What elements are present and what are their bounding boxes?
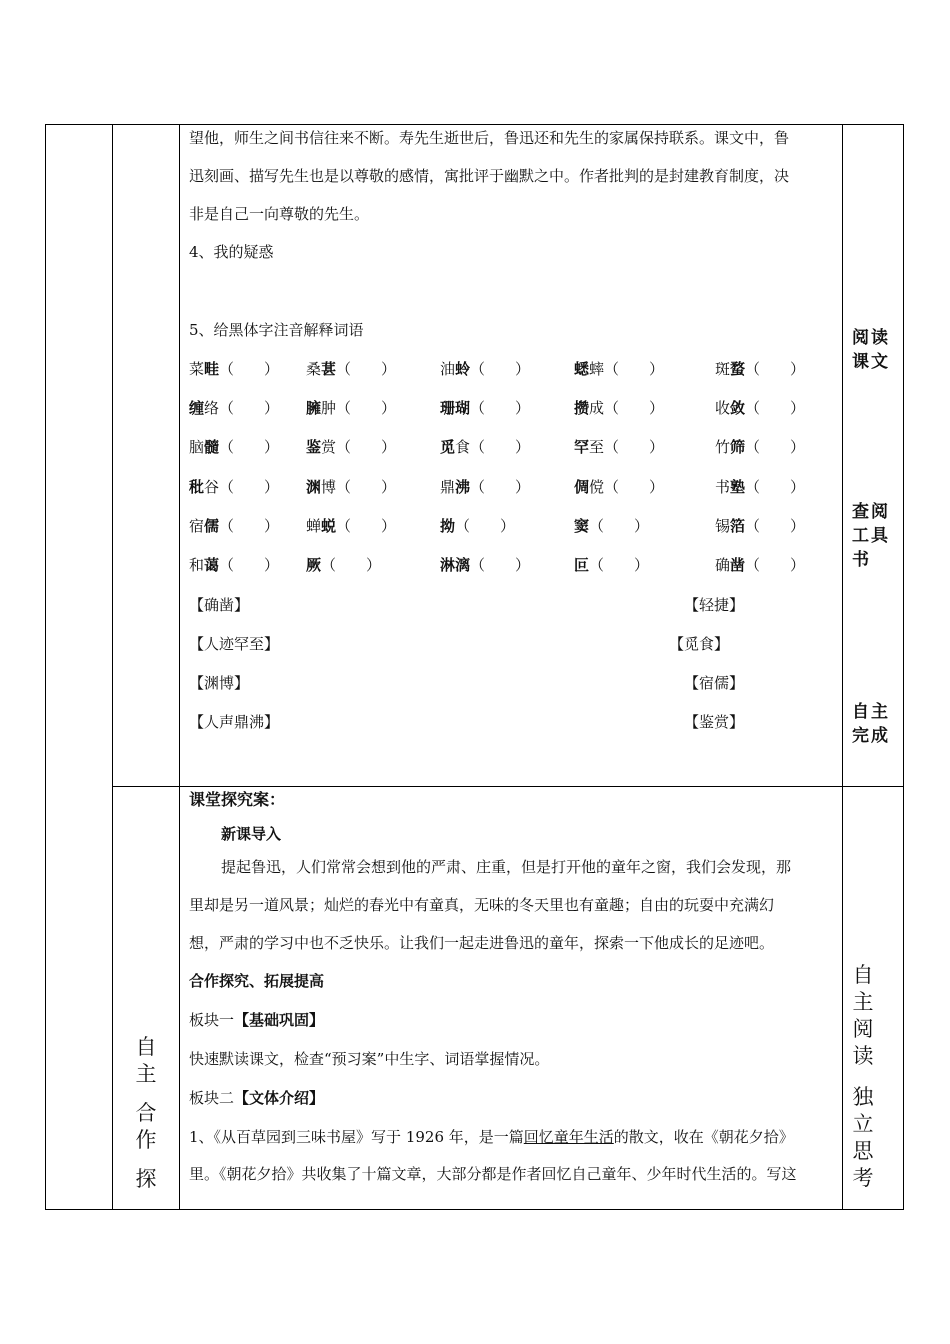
vocab-item: 倜傥（ ） [574, 478, 665, 496]
vocab-item: 珊瑚（ ） [440, 399, 531, 417]
vocab-item: 秕谷（ ） [189, 478, 280, 496]
vocab-item: 书塾（ ） [715, 478, 806, 496]
vocab-item: 觅食（ ） [440, 438, 531, 456]
column-divider [112, 125, 113, 1209]
vocab-item: 拗（ ） [440, 517, 516, 535]
text-line: 非是自己一向尊敬的先生。 [189, 205, 370, 223]
vocab-item: 缠络（ ） [189, 399, 280, 417]
vocab-item: 确凿（ ） [715, 556, 806, 574]
term-label: 【人声鼎沸】 [189, 713, 280, 731]
term-label: 【轻捷】 [684, 596, 745, 614]
block1-heading: 板块一【基础巩固】 [189, 1011, 325, 1029]
right-label: 自 主 阅 读 独 立 思 考 [852, 963, 874, 1190]
item-my-doubts: 4、我的疑惑 [189, 243, 274, 261]
term-label: 【人迹罕至】 [189, 635, 280, 653]
column-divider [179, 125, 180, 1209]
vocab-item: 罕至（ ） [574, 438, 665, 456]
vocab-item: 油蛉（ ） [440, 360, 531, 378]
text-line: 里。《朝花夕拾》共收集了十篇文章，大部分都是作者回忆自己童年、少年时代生活的。写这 [189, 1165, 797, 1183]
text-line: 望他，师生之间书信往来不断。寿先生逝世后，鲁迅还和先生的家属保持联系。课文中，鲁 [189, 129, 790, 147]
vocab-item: 攒成（ ） [574, 399, 665, 417]
term-label: 【渊博】 [189, 674, 250, 692]
vocab-item: 叵（ ） [574, 556, 650, 574]
vocab-item: 鼎沸（ ） [440, 478, 531, 496]
side-label-read: 阅读 课文 [852, 328, 890, 372]
vocab-item: 窦（ ） [574, 517, 650, 535]
column-divider [842, 125, 843, 1209]
term-label: 【宿儒】 [684, 674, 745, 692]
text-line: 快速默读课文，检查“预习案”中生字、词语掌握情况。 [189, 1050, 550, 1068]
text-line: 里却是另一道风景；灿烂的春光中有童真，无味的冬天里也有童趣；自由的玩耍中充满幻 [189, 896, 775, 914]
section-title: 合作探究、拓展提高 [189, 972, 325, 990]
side-label-tool: 查阅 工具 书 [852, 502, 890, 570]
lesson-table [45, 124, 904, 1210]
vocab-item: 厥（ ） [306, 556, 382, 574]
text-line: 想，严肃的学习中也不乏快乐。让我们一起走进鲁迅的童年，探索一下他成长的足迹吧。 [189, 934, 775, 952]
text-line: 提起鲁迅，人们常常会想到他的严肃、庄重，但是打开他的童年之窗，我们会发现，那 [221, 858, 792, 876]
vocab-item: 宿儒（ ） [189, 517, 280, 535]
vocab-item: 竹筛（ ） [715, 438, 806, 456]
vocab-item: 斑蝥（ ） [715, 360, 806, 378]
section-heading: 课堂探究案： [189, 790, 286, 809]
vocab-item: 蟋蟀（ ） [574, 360, 665, 378]
vocab-item: 鉴赏（ ） [306, 438, 397, 456]
term-label: 【鉴赏】 [684, 713, 745, 731]
side-label-self: 自主 完成 [852, 702, 890, 746]
left-label: 自 主 合 作 探 [135, 1035, 157, 1191]
text-line: 1、《从百草园到三味书屋》写于 1926 年，是一篇回忆童年生活的散文，收在《朝花夕拾》 [189, 1128, 794, 1146]
vocab-item: 锡箔（ ） [715, 517, 806, 535]
text-line: 迅刻画、描写先生也是以尊敬的感情，寓批评于幽默之中。作者批判的是封建教育制度，决 [189, 167, 790, 185]
row-divider [112, 786, 903, 787]
block2-heading: 板块二【文体介绍】 [189, 1089, 325, 1107]
item-pinyin-task: 5、给黑体字注音解释词语 [189, 321, 364, 339]
intro-title: 新课导入 [221, 825, 282, 843]
vocab-item: 渊博（ ） [306, 478, 397, 496]
vocab-item: 蝉蜕（ ） [306, 517, 397, 535]
vocab-item: 臃肿（ ） [306, 399, 397, 417]
term-label: 【觅食】 [669, 635, 730, 653]
term-label: 【确凿】 [189, 596, 250, 614]
vocab-item: 淋漓（ ） [440, 556, 531, 574]
vocab-item: 收敛（ ） [715, 399, 806, 417]
vocab-item: 菜畦（ ） [189, 360, 280, 378]
vocab-item: 和蔼（ ） [189, 556, 280, 574]
vocab-item: 桑葚（ ） [306, 360, 397, 378]
vocab-item: 脑髓（ ） [189, 438, 280, 456]
